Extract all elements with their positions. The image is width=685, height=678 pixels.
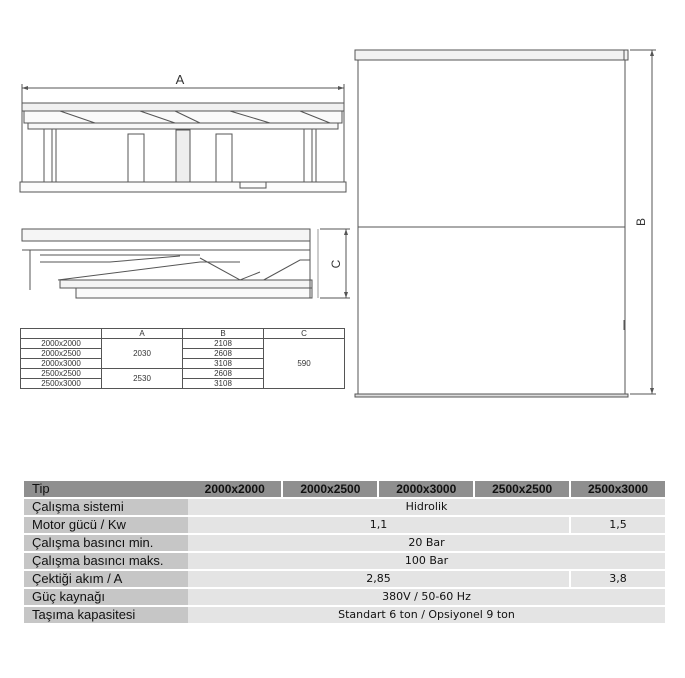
dim-b-cell: 2108 (183, 339, 264, 349)
spec-row-label: Motor gücü / Kw (24, 517, 188, 533)
dim-b-cell: 2608 (183, 349, 264, 359)
spec-value: 380V / 50-60 Hz (188, 589, 665, 605)
specifications-table (24, 479, 665, 625)
spec-row-label: Çalışma basıncı min. (24, 535, 188, 551)
spec-row-label: Çektiği akım / A (24, 571, 188, 587)
dim-c-cell: 590 (264, 339, 345, 389)
dim-b-cell: 3108 (183, 379, 264, 389)
spec-column-header: 2500x2500 (473, 481, 569, 497)
dim-header-b: B (183, 329, 264, 339)
dim-header-type (21, 329, 102, 339)
spec-value: 3,8 (569, 571, 665, 587)
table-row (24, 589, 665, 605)
dim-type-cell: 2500x2500 (21, 369, 102, 379)
dim-b-cell: 3108 (183, 359, 264, 369)
spec-value: Hidrolik (188, 499, 665, 515)
dim-a-label: A (175, 72, 185, 87)
dim-header-a: A (102, 329, 183, 339)
table-row (24, 607, 665, 623)
spec-value: 20 Bar (188, 535, 665, 551)
spec-column-header: 2500x3000 (569, 481, 665, 497)
dim-b-cell: 2608 (183, 369, 264, 379)
spec-row-label: Taşıma kapasitesi (24, 607, 188, 623)
spec-value: 100 Bar (188, 553, 665, 569)
spec-row-label: Güç kaynağı (24, 589, 188, 605)
table-row (24, 535, 665, 551)
table-row (24, 499, 665, 515)
dim-a-cell: 2030 (102, 339, 183, 369)
spec-row-label: Çalışma sistemi (24, 499, 188, 515)
dim-type-cell: 2500x3000 (21, 379, 102, 389)
side-view-drawing (22, 229, 350, 298)
spec-header-row (24, 481, 665, 497)
table-row (24, 517, 665, 533)
spec-value: Standart 6 ton / Opsiyonel 9 ton (188, 607, 665, 623)
dim-type-cell: 2000x2500 (21, 349, 102, 359)
dim-type-cell: 2000x3000 (21, 359, 102, 369)
spec-column-header: 2000x2000 (188, 481, 281, 497)
dimensions-table-header (21, 329, 345, 339)
table-row (24, 553, 665, 569)
spec-row-label: Çalışma basıncı maks. (24, 553, 188, 569)
dim-type-cell: 2000x2000 (21, 339, 102, 349)
dim-header-c: C (264, 329, 345, 339)
dim-a-cell: 2530 (102, 369, 183, 389)
spec-value: 1,1 (188, 517, 569, 533)
dim-c-label: C (329, 259, 343, 269)
plan-view-drawing (355, 50, 656, 397)
spec-value: 2,85 (188, 571, 569, 587)
spec-header-label: Tip (24, 481, 188, 497)
dimensions-table (20, 328, 345, 389)
front-view-drawing (20, 103, 346, 192)
table-row (24, 571, 665, 587)
dim-b-label: B (634, 217, 648, 227)
table-row (21, 339, 345, 349)
spec-column-header: 2000x2500 (281, 481, 377, 497)
spec-column-header: 2000x3000 (377, 481, 473, 497)
spec-value: 1,5 (569, 517, 665, 533)
